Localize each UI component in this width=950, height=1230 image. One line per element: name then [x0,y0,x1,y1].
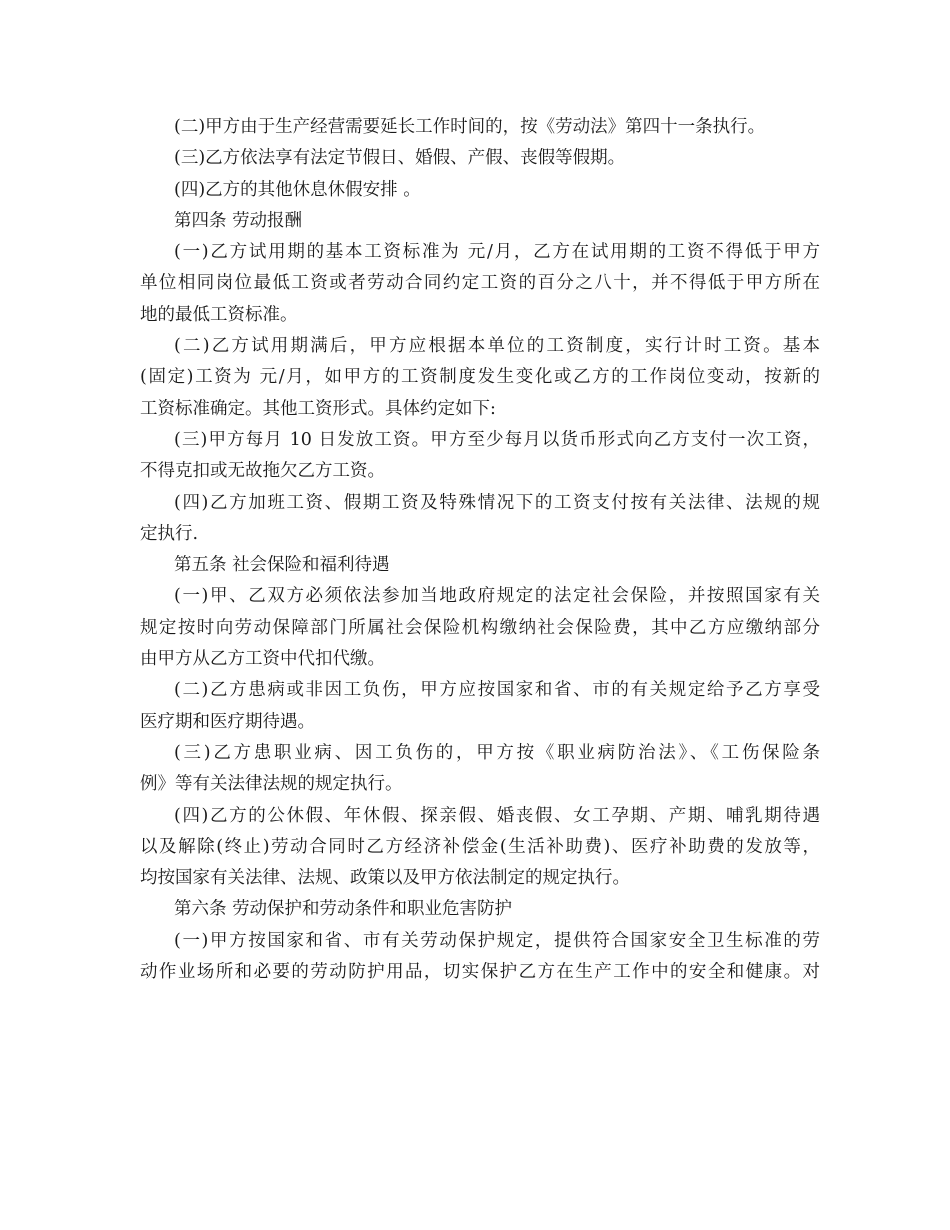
clause-4-2-line-3: 工资标准确定。其他工资形式。具体约定如下: [140,398,496,419]
clause-5-3-line-1: (三)乙方患职业病、因工负伤的，甲方按《职业病防治法》、《工伤保险条 [174,742,820,763]
clause-5-1-line-2: 规定按时向劳动保障部门所属社会保险机构缴纳社会保险费，其中乙方应缴纳部分 [140,617,820,638]
clause-3-4: (四)乙方的其他休息休假安排 。 [174,179,421,200]
clause-5-1-line-1: (一)甲、乙双方必须依法参加当地政府规定的法定社会保险，并按照国家有关 [174,586,820,607]
clause-4-2-line-1: (二)乙方试用期满后，甲方应根据本单位的工资制度，实行计时工资。基本 [174,336,820,357]
clause-4-3-line-2: 不得克扣或无故拖欠乙方工资。 [140,461,385,482]
clause-4-1-line-2: 单位相同岗位最低工资或者劳动合同约定工资的百分之八十，并不得低于甲方所在 [140,273,820,294]
clause-5-4-line-2: 以及解除(终止)劳动合同时乙方经济补偿金(生活补助费)、医疗补助费的发放等， [140,836,820,857]
article-5-heading: 第五条 社会保险和福利待遇 [174,555,390,576]
clause-6-1-line-2: 动作业场所和必要的劳动防护用品，切实保护乙方在生产工作中的安全和健康。对 [140,962,820,983]
clause-3-2: (二)甲方由于生产经营需要延长工作时间的，按《劳动法》第四十一条执行。 [174,117,766,137]
clause-5-2-line-1: (二)乙方患病或非因工负伤，甲方应按国家和省、市的有关规定给予乙方享受 [174,680,820,701]
clause-5-2-line-2: 医疗期和医疗期待遇。 [140,711,315,732]
clause-4-2-line-2: (固定)工资为 元/月，如甲方的工资制度发生变化或乙方的工作岗位变动，按新的 [140,367,820,388]
article-4-heading: 第四条 劳动报酬 [174,210,303,231]
clause-4-3-line-1: (三)甲方每月 10 日发放工资。甲方至少每月以货币形式向乙方支付一次工资， [174,429,820,450]
clause-4-1-line-1: (一)乙方试用期的基本工资标准为 元/月，乙方在试用期的工资不得低于甲方 [174,242,820,263]
clause-5-4-line-3: 均按国家有关法律、法规、政策以及甲方依法制定的规定执行。 [140,868,630,889]
clause-5-1-line-3: 由甲方从乙方工资中代扣代缴。 [140,649,385,670]
clause-4-4-line-1: (四)乙方加班工资、假期工资及特殊情况下的工资支付按有关法律、法规的规 [174,492,820,513]
clause-5-3-line-2: 例》等有关法律法规的规定执行。 [140,774,403,795]
clause-3-3: (三)乙方依法享有法定节假日、婚假、产假、丧假等假期。 [174,148,626,169]
clause-5-4-line-1: (四)乙方的公休假、年休假、探亲假、婚丧假、女工孕期、产期、哺乳期待遇 [174,805,820,826]
clause-6-1-line-1: (一)甲方按国家和省、市有关劳动保护规定，提供符合国家安全卫生标准的劳 [174,930,820,951]
clause-4-4-line-2: 定执行. [140,523,199,544]
clause-4-1-line-3: 地的最低工资标准。 [140,304,298,325]
article-6-heading: 第六条 劳动保护和劳动条件和职业危害防护 [174,899,513,920]
document-page [140,112,820,988]
